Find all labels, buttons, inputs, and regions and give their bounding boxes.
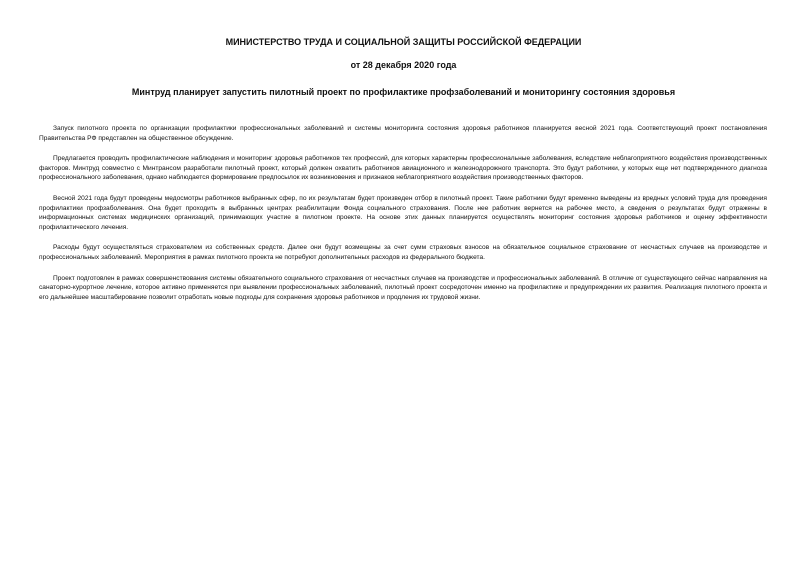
paragraph-2: Предлагается проводить профилактические наблюдения и мониторинг здоровья работников тех профессий, для которых характерны профессиональные заболевания, вследствие неблагоприятного воздействия производственных факторов. Минтруд совместно с Минтрансом разработали пилотный проект, который должен охватить работников авиационного и железнодорожного транспорта. Это будут работники, у которых еще нет подтвержденного диагноза профессионального заболевания, однако наблюдается формирование предпосылок их возникновения и признаков неблагоприятного воздействия производственных факторов. <box>39 155 767 182</box>
document-title: Минтруд планирует запустить пилотный проект по профилактике профзаболеваний и мониторингу состояния здоровья <box>131 87 676 97</box>
paragraph-5: Проект подготовлен в рамках совершенствования системы обязательного социального страхования от несчастных случаев на производстве и профессиональных заболеваний. В отличие от существующего сейчас направления на санаторно-курортное лечение, которое активно применяется при выявлении профессиональных заболеваний, пилотный проект сосредоточен именно на профилактике и предупреждении их развития. Реализация пилотного проекта и его дальнейшее масштабирование позволит отработать новые подходы для сохранения здоровья работников и продления их трудовой жизни. <box>39 274 767 301</box>
paragraph-1: Запуск пилотного проекта по организации профилактики профессиональных заболеваний и системы мониторинга состояния здоровья работников планируется весной 2021 года. Соответствующий проект постановления Правительства РФ представлен на общественное обсуждение. <box>39 125 767 142</box>
document-date: от 28 декабря 2020 года <box>350 60 457 70</box>
ministry-heading: МИНИСТЕРСТВО ТРУДА И СОЦИАЛЬНОЙ ЗАЩИТЫ РОССИЙСКОЙ ФЕДЕРАЦИИ <box>225 37 582 47</box>
document-body <box>39 124 767 313</box>
paragraph-3: Весной 2021 года будут проведены медосмотры работников выбранных сфер, по их результатам будет произведен отбор в пилотный проект. Такие работники будут временно выведены из вредных условий труда для проведения профилактики профзаболевания. Она будет проходить в выбранных центрах реабилитации Фонда социального страхования. После нее работник вернется на рабочее место, а сведения о результатах будут отражены в информационных системах медицинских организаций, принимающих участие в пилотном проекте. На основе этих данных планируется осуществлять мониторинг состояния здоровья работников и оценку эффективности профилактического лечения. <box>39 194 767 231</box>
paragraph-4: Расходы будут осуществляться страхователем из собственных средств. Далее они будут возмещены за счет сумм страховых взносов на обязательное социальное страхование от несчастных случаев на производстве и профессиональных заболеваний. Мероприятия в рамках пилотного проекта не потребуют дополнительных расходов из федерального бюджета. <box>39 244 767 261</box>
